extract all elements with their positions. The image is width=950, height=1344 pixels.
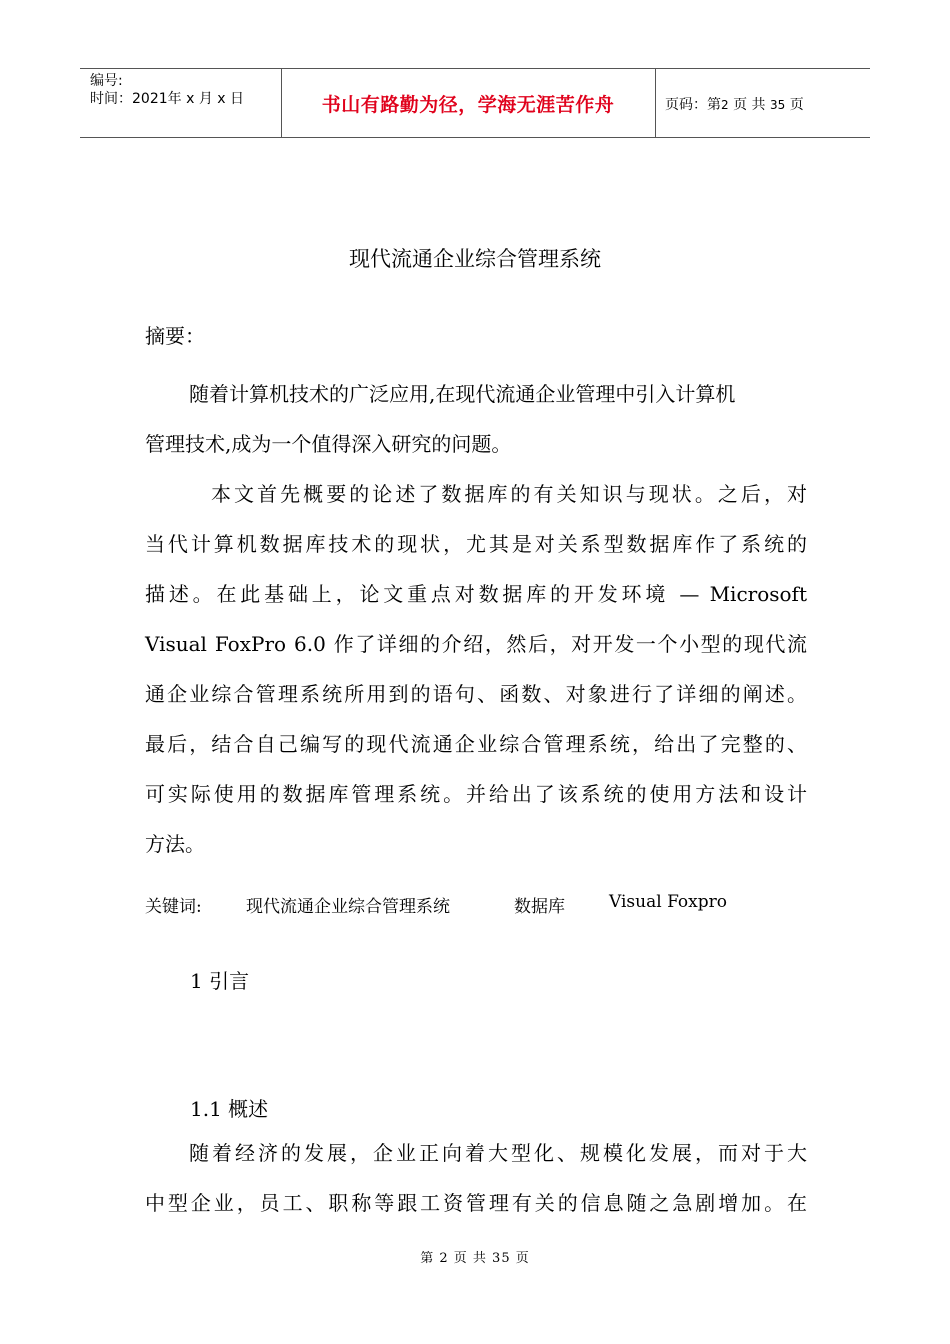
text-line: 中型企业，员工、职称等跟工资管理有关的信息随之急剧增加。在	[145, 1191, 807, 1215]
text-line: 当代计算机数据库技术的现状，尤其是对关系型数据库作了系统的	[145, 532, 807, 556]
abstract-paragraph-2	[145, 469, 807, 869]
text-line: 描述。在此基础上，论文重点对数据库的开发环境 — Microsoft	[145, 582, 807, 606]
text-line: 方法。	[145, 832, 205, 856]
text-line: 通企业综合管理系统所用到的语句、函数、对象进行了详细的阐述。	[145, 682, 807, 706]
header-meta	[90, 72, 244, 108]
header-number-label: 编号:	[90, 73, 123, 89]
abstract-label: 摘要：	[145, 324, 205, 348]
keyword-item: 现代流通企业综合管理系统	[246, 897, 450, 917]
keyword-item: Visual Foxpro	[609, 892, 727, 912]
text-line: 可实际使用的数据库管理系统。并给出了该系统的使用方法和设计	[145, 782, 807, 806]
header-time: 时间：2021年 x 月 x 日	[90, 91, 245, 107]
body-paragraph	[145, 1128, 807, 1228]
page-footer: 第 2 页 共 35 页	[420, 1251, 530, 1266]
text-line: 本文首先概要的论述了数据库的有关知识与现状。之后，对	[211, 482, 807, 506]
abstract-paragraph-1	[145, 369, 807, 469]
text-line: 随着经济的发展，企业正向着大型化、规模化发展，而对于大	[189, 1141, 807, 1165]
keyword-item: 数据库	[514, 897, 565, 917]
header-divider	[655, 69, 656, 137]
text-line: 管理技术,成为一个值得深入研究的问题。	[145, 432, 512, 456]
page-header	[80, 68, 870, 138]
subsection-heading: 1.1 概述	[190, 1097, 269, 1121]
text-line: 最后，结合自己编写的现代流通企业综合管理系统，给出了完整的、	[145, 732, 807, 756]
header-page-number: 页码：第2 页 共 35 页	[665, 97, 804, 113]
header-motto: 书山有路勤为径，学海无涯苦作舟	[321, 93, 615, 116]
text-line: 随着计算机技术的广泛应用,在现代流通企业管理中引入计算机	[189, 382, 736, 406]
text-line: Visual FoxPro 6.0 作了详细的介绍，然后，对开发一个小型的现代流	[145, 632, 807, 656]
document-title: 现代流通企业综合管理系统	[349, 247, 601, 271]
section-heading: 1 引言	[190, 969, 250, 993]
keywords-label: 关键词:	[145, 897, 202, 917]
